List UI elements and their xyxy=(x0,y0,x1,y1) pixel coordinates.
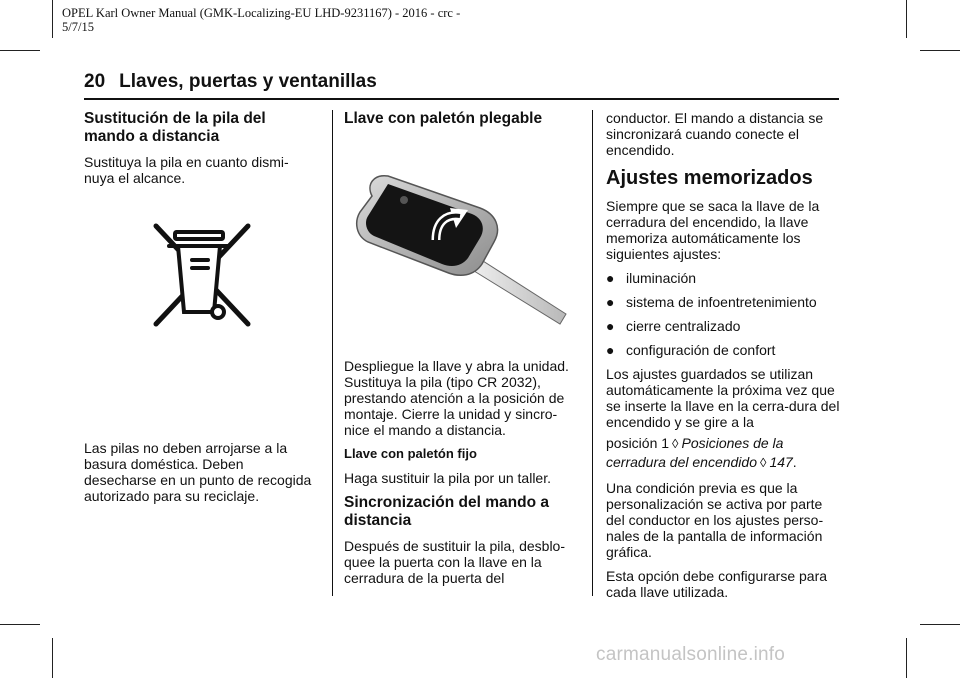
document-info-line: OPEL Karl Owner Manual (GMK-Localizing-EU LHD-9231167) - 2016 - crc - xyxy=(62,6,461,20)
crop-mark xyxy=(920,624,960,625)
sentence-end: . xyxy=(792,454,797,470)
list-item-text: sistema de infoentretenimiento xyxy=(626,294,817,310)
paragraph: Los ajustes guardados se utilizan automáticamente la próxima vez que se inserte la llave en la cerra-dura del encendido y se gire a la xyxy=(606,366,840,430)
chapter-title: Llaves, puertas y ventanillas xyxy=(119,71,377,92)
column-divider xyxy=(332,110,333,596)
document-date: 5/7/15 xyxy=(62,20,94,34)
paragraph: Despliegue la llave y abra la unidad. Sustituya la pila (tipo CR 2032), prestando atención a la posición de montaje. Cierre la unidad y sincro-nice el mando a distancia. xyxy=(344,358,569,438)
crop-mark xyxy=(0,50,40,51)
position-label: posición 1 xyxy=(606,435,670,451)
crop-mark xyxy=(920,50,960,51)
document-info xyxy=(62,6,522,34)
paragraph: Sustituya la pila en cuanto dismi-nuya el alcance. xyxy=(84,154,289,186)
crop-mark xyxy=(52,638,53,678)
watermark: carmanualsonline.info xyxy=(596,644,786,665)
cross-reference-page[interactable]: 147 xyxy=(769,454,793,470)
paragraph: conductor. El mando a distancia se sincronizará cuando conecte el encendido. xyxy=(606,110,824,158)
page-number: 20 xyxy=(84,71,106,92)
cross-reference-icon: ◊ xyxy=(672,436,679,451)
list-item xyxy=(606,342,840,358)
crossed-out-wheelie-bin-icon xyxy=(84,194,316,394)
paragraph: Una condición previa es que la personalización se activa por parte del conductor en los ajustes perso-nales de la pantalla de información gráfica. xyxy=(606,480,824,560)
list-item-text: configuración de confort xyxy=(626,342,776,358)
crop-mark xyxy=(906,0,907,38)
section-heading: Llave con paletón plegable xyxy=(344,110,543,127)
list-item xyxy=(606,270,840,286)
subsection-heading: Llave con paletón fijo xyxy=(344,446,477,461)
section-heading: Ajustes memorizados xyxy=(606,167,813,189)
crop-mark xyxy=(0,624,40,625)
list-item xyxy=(606,318,840,334)
bullet-icon: ● xyxy=(606,318,615,334)
cross-reference-title[interactable]: cerradura del encendido xyxy=(606,454,757,470)
section-heading: Sincronización del mando a distancia xyxy=(344,494,549,529)
bullet-icon: ● xyxy=(606,342,615,358)
paragraph: Siempre que se saca la llave de la cerradura del encendido, la llave memoriza automáticamente los siguientes ajustes: xyxy=(606,198,820,262)
header-rule xyxy=(84,98,839,100)
bullet-icon: ● xyxy=(606,270,615,286)
list-item-text: iluminación xyxy=(626,270,697,286)
column-2 xyxy=(344,110,580,594)
crop-mark xyxy=(906,638,907,678)
paragraph: Después de sustituir la pila, desblo-quee la puerta con la llave en la cerradura de la puerta del xyxy=(344,538,566,586)
cross-reference-title[interactable]: Posiciones de la xyxy=(681,435,784,451)
column-divider xyxy=(592,110,593,596)
folding-key-battery-cover-icon xyxy=(344,136,580,336)
bullet-icon: ● xyxy=(606,294,615,310)
paragraph: Esta opción debe configurarse para cada llave utilizada. xyxy=(606,568,828,600)
crop-mark xyxy=(52,0,53,38)
list-item xyxy=(606,294,840,310)
paragraph: Haga sustituir la pila por un taller. xyxy=(344,470,551,486)
page-title xyxy=(84,70,839,94)
cross-reference-icon: ◊ xyxy=(760,455,767,470)
section-heading: Sustitución de la pila del mando a distancia xyxy=(84,110,266,145)
list-item-text: cierre centralizado xyxy=(626,318,741,334)
cross-reference-paragraph xyxy=(606,434,840,472)
column-3 xyxy=(606,110,840,608)
column-1 xyxy=(84,110,316,512)
paragraph: Las pilas no deben arrojarse a la basura doméstica. Deben desecharse en un punto de recogida autorizado para su reciclaje. xyxy=(84,440,312,504)
